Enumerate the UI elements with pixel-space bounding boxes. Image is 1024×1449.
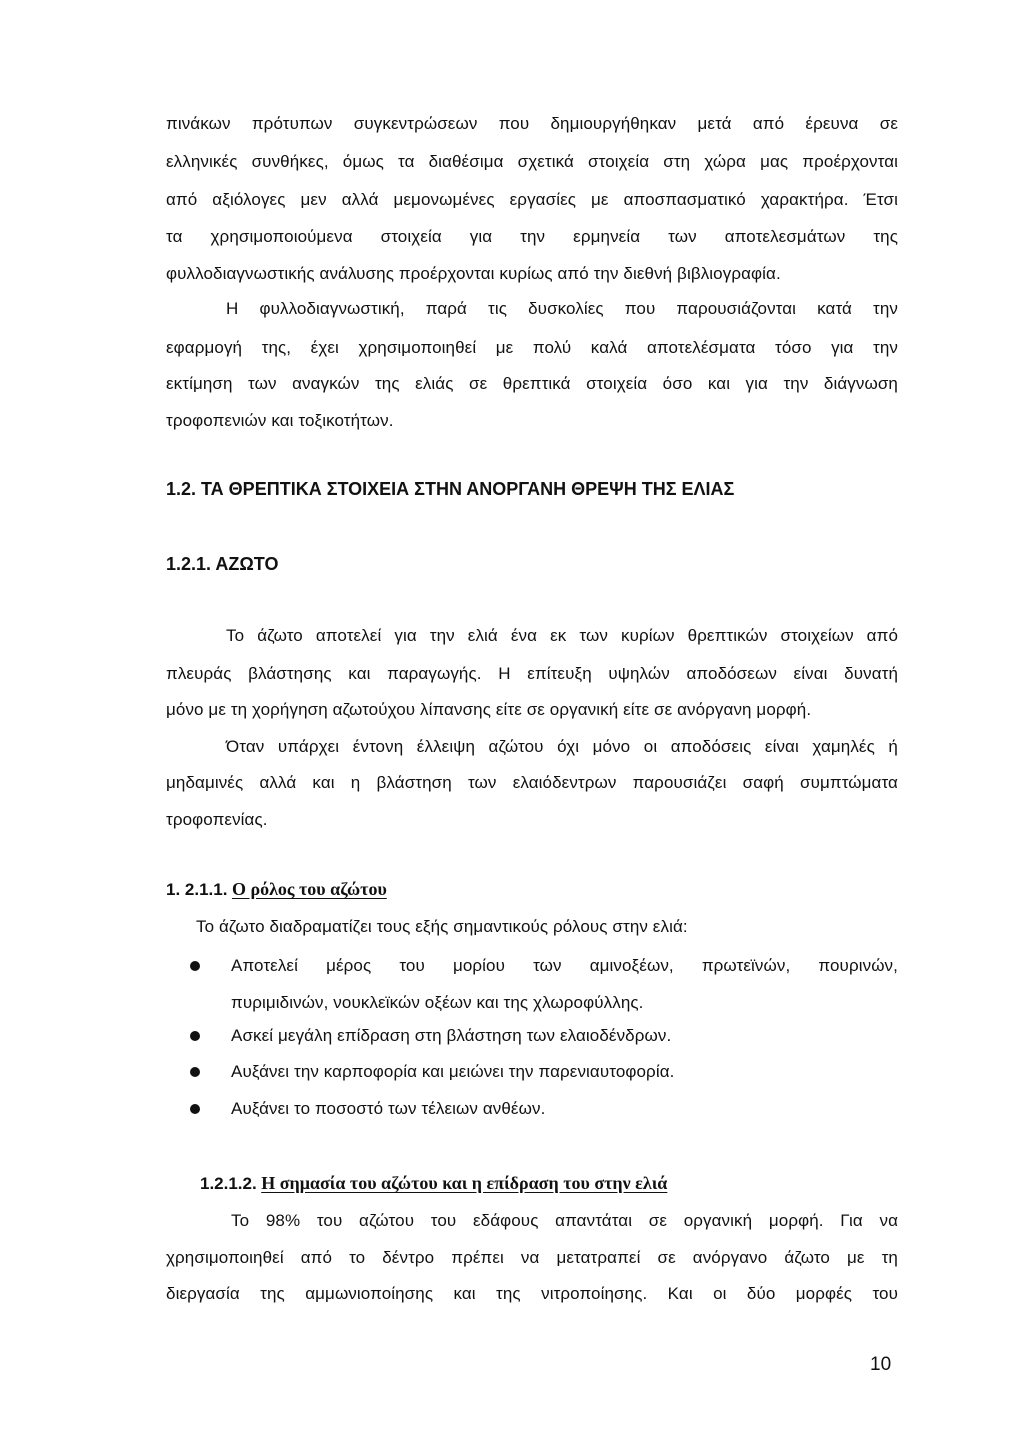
section-heading: 1.2. ΤΑ ΘΡΕΠΤΙΚΑ ΣΤΟΙΧΕΙΑ ΣΤΗΝ ΑΝΟΡΓΑΝΗ ΘΡΕΨΗ ΤΗΣ ΕΛΙΑΣ (166, 479, 735, 499)
paragraph-line: Όταν υπάρχει έντονη έλλειψη αζώτου όχι μόνο οι αποδόσεις είναι χαμηλές ή (226, 737, 898, 756)
paragraph-line: πινάκων πρότυπων συγκεντρώσεων που δημιουργήθηκαν μετά από έρευνα σε (166, 114, 898, 133)
list-item-continuation: πυριμιδινών, νουκλεϊκών οξέων και της χλωροφύλλης. (231, 993, 644, 1012)
page-number: 10 (870, 1354, 892, 1375)
subsubsection-heading (166, 878, 387, 901)
section-title: Η σημασία του αζώτου και η επίδραση του στην ελιά (261, 1173, 668, 1193)
bullet-icon (190, 1104, 200, 1114)
subsubsection-heading (200, 1172, 667, 1195)
paragraph-line: τροφοπενίας. (166, 810, 268, 829)
paragraph-line: εφαρμογή της, έχει χρησιμοποιηθεί με πολύ καλά αποτελέσματα τόσο για την (166, 338, 898, 357)
paragraph-line: μόνο με τη χορήγηση αζωτούχου λίπανσης είτε σε οργανική είτε σε ανόργανη μορφή. (166, 700, 812, 719)
bullet-icon (190, 961, 200, 971)
paragraph-line: πλευράς βλάστησης και παραγωγής. Η επίτευξη υψηλών αποδόσεων είναι δυνατή (166, 664, 898, 683)
paragraph-line: από αξιόλογες μεν αλλά μεμονωμένες εργασίες με αποσπασματικό χαρακτήρα. Έτσι (166, 190, 898, 209)
paragraph-line: χρησιμοποιηθεί από το δέντρο πρέπει να μετατραπεί σε ανόργανο άζωτο με τη (166, 1248, 898, 1267)
list-item: Αποτελεί μέρος του μορίου των αμινοξέων, πρωτεϊνών, πουρινών, (231, 956, 898, 975)
list-item: Ασκεί μεγάλη επίδραση στη βλάστηση των ελαιοδένδρων. (231, 1026, 672, 1045)
paragraph-line: Το 98% του αζώτου του εδάφους απαντάται σε οργανική μορφή. Για να (231, 1211, 898, 1230)
paragraph-line: μηδαμινές αλλά και η βλάστηση των ελαιόδεντρων παρουσιάζει σαφή συμπτώματα (166, 773, 898, 792)
section-title: Ο ρόλος του αζώτου (231, 879, 387, 899)
paragraph-line: Το άζωτο αποτελεί για την ελιά ένα εκ των κυρίων θρεπτικών στοιχείων από (226, 626, 898, 645)
list-item: Αυξάνει την καρποφορία και μειώνει την παρενιαυτοφορία. (231, 1062, 675, 1081)
paragraph-line: διεργασία της αμμωνιοποίησης και της νιτροποίησης. Και οι δύο μορφές του (166, 1284, 898, 1303)
paragraph-line: Η φυλλοδιαγνωστική, παρά τις δυσκολίες που παρουσιάζονται κατά την (226, 299, 898, 318)
section-number: 1. 2.1.1. (166, 880, 228, 899)
paragraph-line: εκτίμηση των αναγκών της ελιάς σε θρεπτικά στοιχεία όσο και για την διάγνωση (166, 374, 898, 393)
list-item: Αυξάνει το ποσοστό των τέλειων ανθέων. (231, 1099, 546, 1118)
subsection-heading: 1.2.1. ΑΖΩΤΟ (166, 554, 279, 574)
section-number: 1.2.1.2. (200, 1174, 257, 1193)
paragraph-line: φυλλοδιαγνωστικής ανάλυσης προέρχονται κυρίως από την διεθνή βιβλιογραφία. (166, 264, 781, 283)
paragraph-line: Το άζωτο διαδραματίζει τους εξής σημαντικούς ρόλους στην ελιά: (196, 917, 688, 936)
paragraph-line: τα χρησιμοποιούμενα στοιχεία για την ερμηνεία των αποτελεσμάτων της (166, 227, 898, 246)
bullet-icon (190, 1067, 200, 1077)
paragraph-line: τροφοπενιών και τοξικοτήτων. (166, 411, 394, 430)
paragraph-line: ελληνικές συνθήκες, όμως τα διαθέσιμα σχετικά στοιχεία στη χώρα μας προέρχονται (166, 152, 898, 171)
bullet-icon (190, 1031, 200, 1041)
